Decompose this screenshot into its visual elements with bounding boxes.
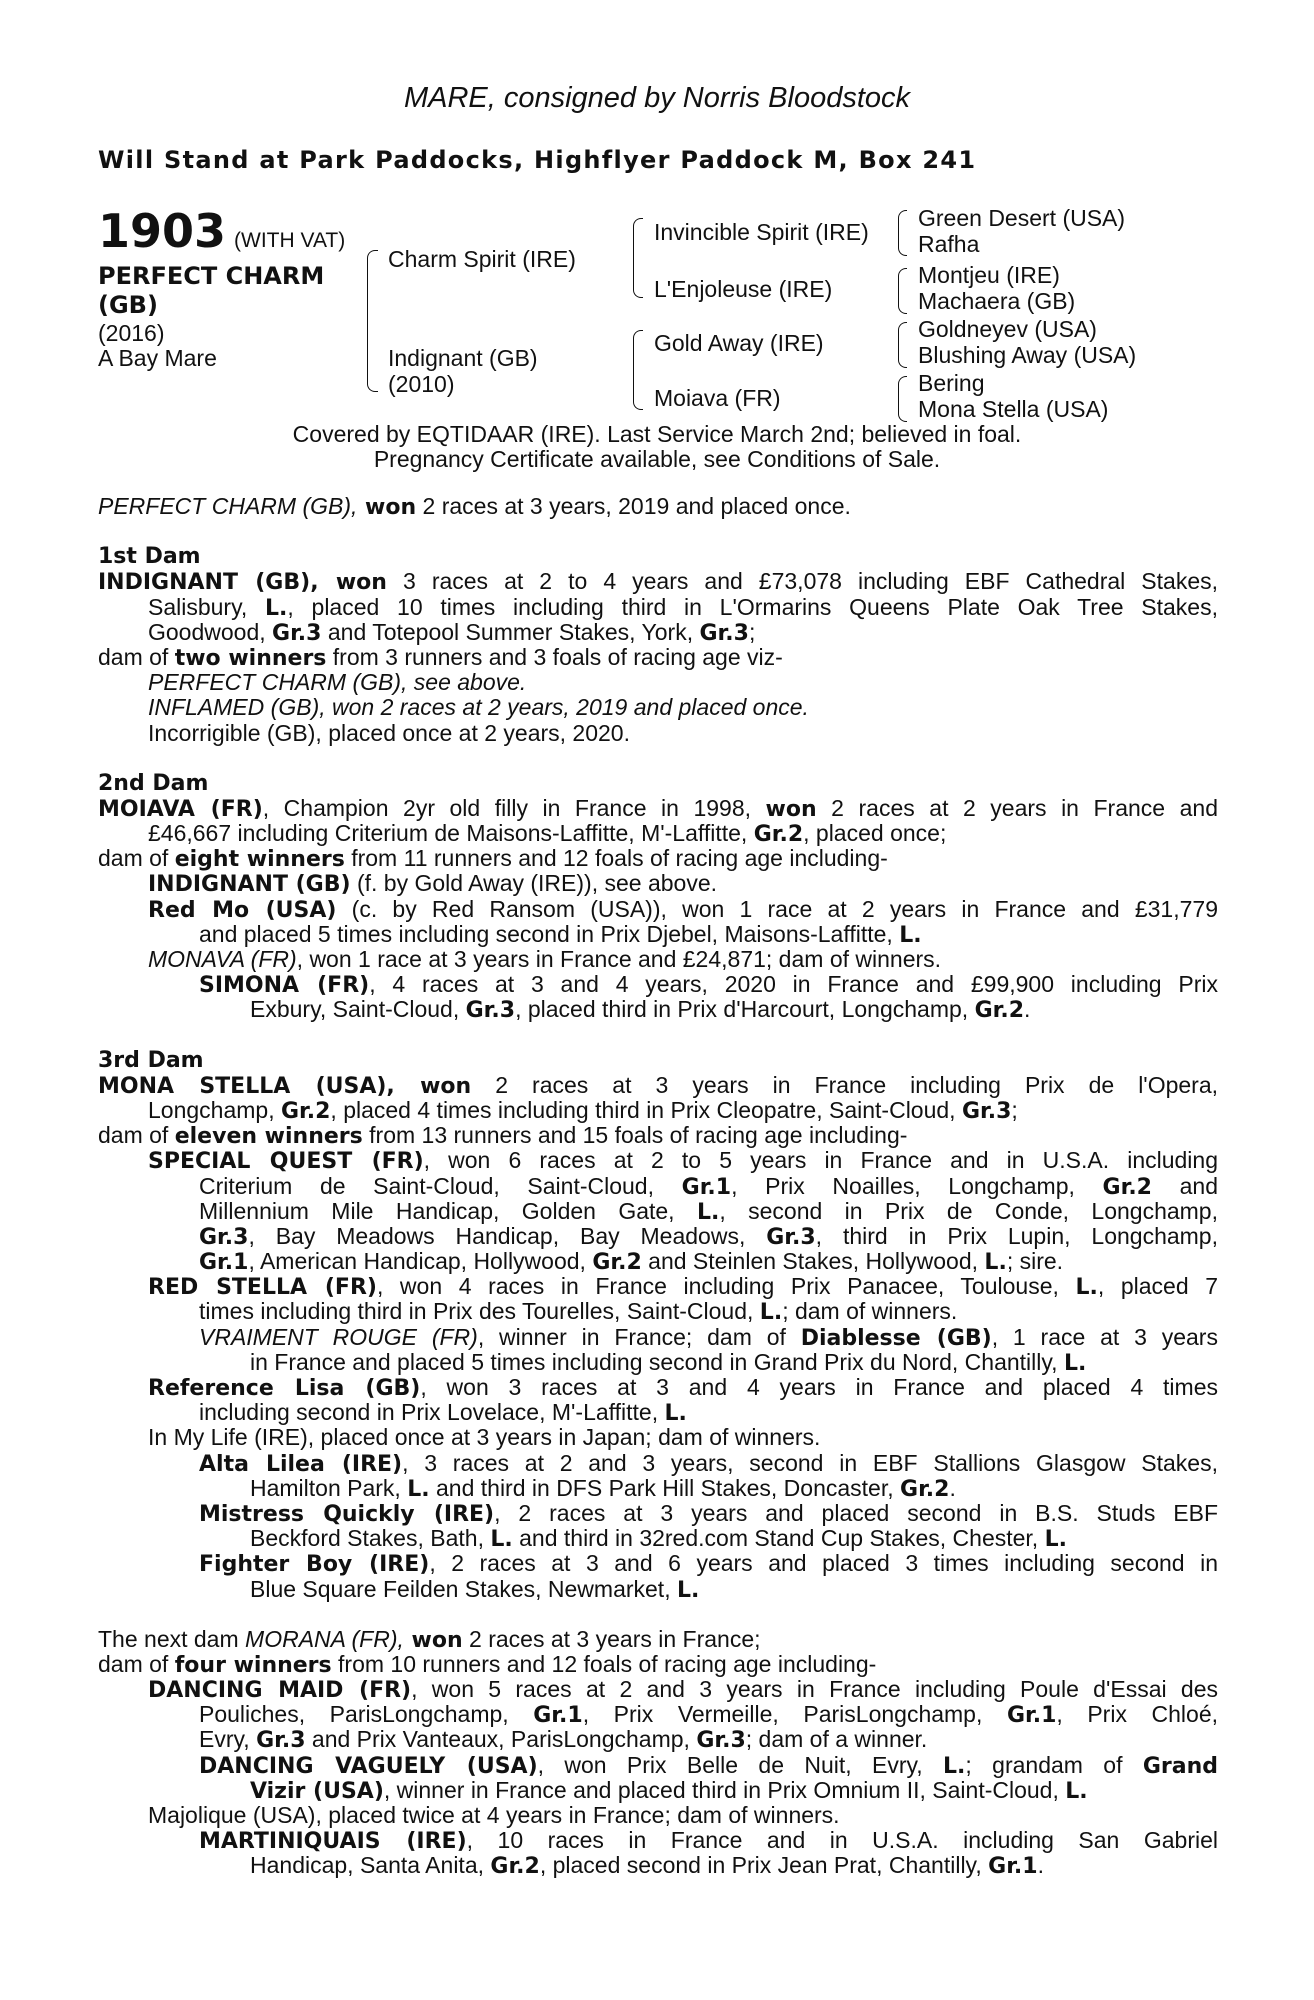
catalogue-body xyxy=(98,494,1218,1879)
progeny-line: in France and placed 5 times including second in Grand Prix du Nord, Chantilly, L. xyxy=(250,1348,1087,1376)
summary-line: PERFECT CHARM (GB), won 2 races at 3 years, 2019 and placed once. xyxy=(98,493,851,520)
progeny-line: Evry, Gr.3 and Prix Vanteaux, ParisLongchamp, Gr.3; dam of a winner. xyxy=(199,1726,928,1754)
pedigree-brace xyxy=(898,210,907,256)
dam-entry-line: £46,667 including Criterium de Maisons-Laffitte, M'-Laffitte, Gr.2, placed once; xyxy=(148,820,947,848)
page-title: MARE, consigned by Norris Bloodstock xyxy=(403,82,911,114)
dam-heading: 3rd Dam xyxy=(98,1047,204,1073)
horse-description: A Bay Mare xyxy=(98,345,217,371)
dam-entry-line: Goodwood, Gr.3 and Totepool Summer Stakes, York, Gr.3; xyxy=(148,618,756,646)
progeny-line: DANCING VAGUELY (USA), won Prix Belle de Nuit, Evry, L.; grandam of Grand xyxy=(199,1751,1219,1779)
horse-name xyxy=(98,262,358,320)
progeny-line: SIMONA (FR), 4 races at 3 and 4 years, 2020 in France and £99,900 including Prix xyxy=(199,971,1218,999)
progeny-line: including second in Prix Lovelace, M'-Laffitte, L. xyxy=(199,1399,687,1427)
progeny-line: MONAVA (FR), won 1 race at 3 years in France and £24,871; dam of winners. xyxy=(148,946,942,972)
dam-entry-line: dam of eleven winners from 13 runners and 15 foals of racing age including- xyxy=(98,1122,908,1150)
pedigree-brace xyxy=(898,322,907,368)
pedigree-ggp: Green Desert (USA) xyxy=(918,205,1126,231)
dam-entry-line: INDIGNANT (GB), won 3 races at 2 to 4 years and £73,078 including EBF Cathedral Stakes, xyxy=(98,568,1218,596)
pedigree-brace xyxy=(367,250,378,392)
horse-name-line: PERFECT CHARM xyxy=(98,262,325,290)
lot-header xyxy=(98,204,345,258)
dam-entry-line: Longchamp, Gr.2, placed 4 times including third in Prix Cleopatre, Saint-Cloud, Gr.3; xyxy=(148,1096,1018,1124)
pedigree-ggp: Blushing Away (USA) xyxy=(918,342,1137,368)
progeny-line: Beckford Stakes, Bath, L. and third in 32red.com Stand Cup Stakes, Chester, L. xyxy=(250,1525,1067,1553)
progeny-line: Majolique (USA), placed twice at 4 years in France; dam of winners. xyxy=(148,1802,840,1828)
progeny-line: Incorrigible (GB), placed once at 2 years, 2020. xyxy=(148,719,630,746)
pedigree-dam-year: (2010) xyxy=(388,371,455,397)
progeny-line: Reference Lisa (GB), won 3 races at 3 and 4 years in France and placed 4 times xyxy=(148,1374,1218,1401)
pedigree-ggp: Rafha xyxy=(918,231,980,257)
pedigree-brace xyxy=(898,268,907,314)
pedigree-ggp: Goldneyev (USA) xyxy=(918,316,1097,342)
progeny-line: times including third in Prix des Tourelles, Saint-Cloud, L.; dam of winners. xyxy=(199,1298,958,1326)
covering-note: Covered by EQTIDAAR (IRE). Last Service March 2nd; believed in foal. xyxy=(292,421,1022,447)
progeny-line: RED STELLA (FR), won 4 races in France including Prix Panacee, Toulouse, L., placed 7 xyxy=(148,1273,1218,1301)
progeny-line: and placed 5 times including second in Prix Djebel, Maisons-Laffitte, L. xyxy=(199,920,922,948)
progeny-line: Vizir (USA), winner in France and placed third in Prix Omnium II, Saint-Cloud, L. xyxy=(250,1776,1088,1804)
progeny-line: MARTINIQUAIS (IRE), 10 races in France and in U.S.A. including San Gabriel xyxy=(199,1827,1219,1855)
dam-entry-line: MONA STELLA (USA), won 2 races at 3 years in France including Prix de l'Opera, xyxy=(98,1071,1219,1099)
lot-number: 1903 xyxy=(98,204,227,258)
horse-year: (2016) xyxy=(98,320,165,346)
pregnancy-note: Pregnancy Certificate available, see Conditions of Sale. xyxy=(373,446,941,472)
progeny-line: Millennium Mile Handicap, Golden Gate, L., second in Prix de Conde, Longchamp, xyxy=(199,1197,1218,1225)
pedigree-brace xyxy=(898,376,907,422)
pedigree-ggp: Montjeu (IRE) xyxy=(918,262,1060,288)
progeny-line: VRAIMENT ROUGE (FR), winner in France; dam of Diablesse (GB), 1 race at 3 years xyxy=(199,1323,1218,1351)
progeny-line: Fighter Boy (IRE), 2 races at 3 and 6 years and placed 3 times including second in xyxy=(199,1550,1218,1578)
progeny-line: Exbury, Saint-Cloud, Gr.3, placed third in Prix d'Harcourt, Longchamp, Gr.2. xyxy=(250,996,1031,1024)
dam-entry-line: dam of eight winners from 11 runners and 12 foals of racing age including- xyxy=(98,845,888,873)
pedigree-dam: Indignant (GB) xyxy=(388,345,538,371)
progeny-line: INDIGNANT (GB) (f. by Gold Away (IRE)), see above. xyxy=(148,870,718,898)
vat-note: (WITH VAT) xyxy=(234,229,346,252)
dam-entry-line: MOIAVA (FR), Champion 2yr old filly in France in 1998, won 2 races at 2 years in France and xyxy=(98,794,1218,822)
progeny-line: Gr.1, American Handicap, Hollywood, Gr.2 and Steinlen Stakes, Hollywood, L.; sire. xyxy=(199,1248,1064,1276)
horse-name-country: (GB) xyxy=(98,291,158,319)
stand-location: Will Stand at Park Paddocks, Highflyer Paddock M, Box 241 xyxy=(98,146,977,174)
progeny-line: Alta Lilea (IRE), 3 races at 2 and 3 years, second in EBF Stallions Glasgow Stakes, xyxy=(199,1449,1218,1477)
pedigree-sire-dam: L'Enjoleuse (IRE) xyxy=(654,276,833,302)
next-dam-line: dam of four winners from 10 runners and 12 foals of racing age including- xyxy=(98,1650,877,1678)
dam-heading: 2nd Dam xyxy=(98,770,209,796)
pedigree-ggp: Bering xyxy=(918,370,985,396)
dam-entry-line: Salisbury, L., placed 10 times including third in L'Ormarins Queens Plate Oak Tree Stakes, xyxy=(148,593,1218,621)
progeny-line: Hamilton Park, L. and third in DFS Park Hill Stakes, Doncaster, Gr.2. xyxy=(250,1474,956,1502)
pedigree-dam-sire: Gold Away (IRE) xyxy=(654,330,824,356)
dam-heading: 1st Dam xyxy=(98,544,201,570)
dam-entry-line: dam of two winners from 3 runners and 3 foals of racing age viz- xyxy=(98,643,783,671)
pedigree-sire-sire: Invincible Spirit (IRE) xyxy=(654,219,869,245)
pedigree-ggp: Machaera (GB) xyxy=(918,288,1076,314)
progeny-line: In My Life (IRE), placed once at 3 years in Japan; dam of winners. xyxy=(148,1424,821,1451)
progeny-line: PERFECT CHARM (GB), see above. xyxy=(148,669,527,696)
progeny-line: Criterium de Saint-Cloud, Saint-Cloud, Gr.1, Prix Noailles, Longchamp, Gr.2 and xyxy=(199,1172,1219,1200)
next-dam-line: The next dam MORANA (FR), won 2 races at 3 years in France; xyxy=(98,1625,761,1653)
progeny-line: Gr.3, Bay Meadows Handicap, Bay Meadows, Gr.3, third in Prix Lupin, Longchamp, xyxy=(199,1222,1218,1250)
progeny-line: Mistress Quickly (IRE), 2 races at 3 years and placed second in B.S. Studs EBF xyxy=(199,1499,1219,1527)
progeny-line: Handicap, Santa Anita, Gr.2, placed second in Prix Jean Prat, Chantilly, Gr.1. xyxy=(250,1852,1044,1880)
progeny-line: Blue Square Feilden Stakes, Newmarket, L. xyxy=(250,1575,700,1603)
pedigree-ggp: Mona Stella (USA) xyxy=(918,396,1109,422)
pedigree-brace xyxy=(633,218,643,298)
progeny-line: SPECIAL QUEST (FR), won 6 races at 2 to 5 years in France and in U.S.A. including xyxy=(148,1147,1218,1175)
pedigree-sire: Charm Spirit (IRE) xyxy=(388,246,576,272)
progeny-line: Pouliches, ParisLongchamp, Gr.1, Prix Vermeille, ParisLongchamp, Gr.1, Prix Chloé, xyxy=(199,1701,1218,1729)
progeny-line: INFLAMED (GB), won 2 races at 2 years, 2019 and placed once. xyxy=(148,694,809,721)
pedigree-brace xyxy=(633,330,643,410)
progeny-line: Red Mo (USA) (c. by Red Ransom (USA)), won 1 race at 2 years in France and £31,779 xyxy=(148,895,1218,923)
progeny-line: DANCING MAID (FR), won 5 races at 2 and 3 years in France including Poule d'Essai des xyxy=(148,1676,1218,1704)
pedigree-dam-dam: Moiava (FR) xyxy=(654,385,781,411)
